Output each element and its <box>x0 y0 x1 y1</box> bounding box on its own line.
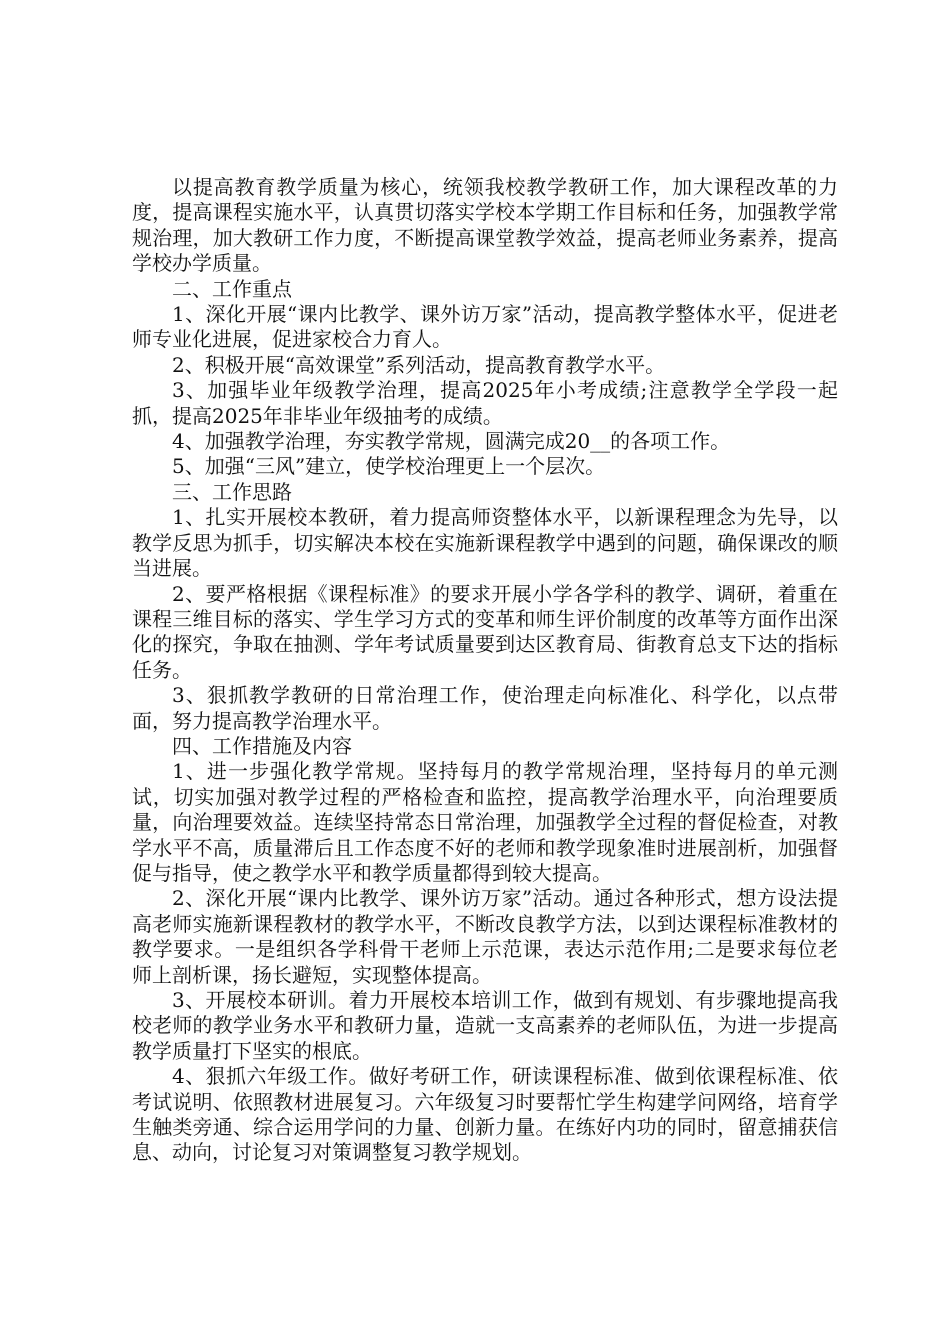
measures-item-4: 4、狠抓六年级工作。做好考研工作，研读课程标准、做到依课程标准、依考试说明、依照教材进展复习。六年级复习时要帮忙学生构建学问网络，培育学生触类旁通、综合运用学问的力量、创新力量。在练好内功的同时，留意捕获信息、动向，讨论复习对策调整复习教学规划。 <box>132 1064 838 1165</box>
measures-item-2: 2、深化开展“课内比教学、课外访万家”活动。通过各种形式，想方设法提高老师实施新课程教材的教学水平，不断改良教学方法，以到达课程标准教材的教学要求。一是组织各学科骨干老师上示范课，表达示范作用;二是要求每位老师上剖析课，扬长避短，实现整体提高。 <box>132 886 838 987</box>
section-heading-measures: 四、工作措施及内容 <box>172 733 352 758</box>
section-heading-focus: 二、工作重点 <box>172 276 292 301</box>
intro-paragraph: 以提高教育教学质量为核心，统领我校教学教研工作，加大课程改革的力度，提高课程实施水平，认真贯切落实学校本学期工作目标和任务，加强教学常规治理，加大教研工作力度，不断提高课堂教学效益，提高老师业务素养，提高学校办学质量。 <box>132 175 838 276</box>
section-heading-approach: 三、工作思路 <box>172 479 292 504</box>
focus-item-5: 5、加强“三风”建立，使学校治理更上一个层次。 <box>172 454 606 479</box>
focus-item-4: 4、加强教学治理，夯实教学常规，圆满完成20__的各项工作。 <box>172 429 731 454</box>
focus-item-2: 2、积极开展“高效课堂”系列活动，提高教育教学水平。 <box>172 352 666 377</box>
approach-item-1: 1、扎实开展校本教研，着力提高师资整体水平，以新课程理念为先导，以教学反思为抓手，切实解决本校在实施新课程教学中遇到的问题，确保课改的顺当进展。 <box>132 505 838 581</box>
focus-item-3: 3、加强毕业年级教学治理，提高2025年小考成绩;注意教学全学段一起抓，提高2025年非毕业年级抽考的成绩。 <box>132 378 838 428</box>
focus-item-1: 1、深化开展“课内比教学、课外访万家”活动，提高教学整体水平，促进老师专业化进展，促进家校合力育人。 <box>132 302 838 352</box>
document-body <box>132 175 838 1166</box>
measures-item-1: 1、进一步强化教学常规。坚持每月的教学常规治理，坚持每月的单元测试，切实加强对教学过程的严格检查和监控，提高教学治理水平，向治理要质量，向治理要效益。连续坚持常态日常治理，加强教学全过程的督促检查，对教学水平不高，质量滞后且工作态度不好的老师和教学现象准时进展剖析，加强督促与指导，使之教学水平和教学质量都得到较大提高。 <box>132 759 838 885</box>
measures-item-3: 3、开展校本研训。着力开展校本培训工作，做到有规划、有步骤地提高我校老师的教学业务水平和教研力量，造就一支高素养的老师队伍，为进一步提高教学质量打下坚实的根底。 <box>132 988 838 1063</box>
approach-item-3: 3、狠抓教学教研的日常治理工作，使治理走向标准化、科学化，以点带面，努力提高教学治理水平。 <box>132 683 838 733</box>
approach-item-2: 2、要严格根据《课程标准》的要求开展小学各学科的教学、调研，着重在课程三维目标的落实、学生学习方式的变革和师生评价制度的改革等方面作出深化的探究，争取在抽测、学年考试质量要到达区教育局、街教育总支下达的指标任务。 <box>132 581 838 682</box>
